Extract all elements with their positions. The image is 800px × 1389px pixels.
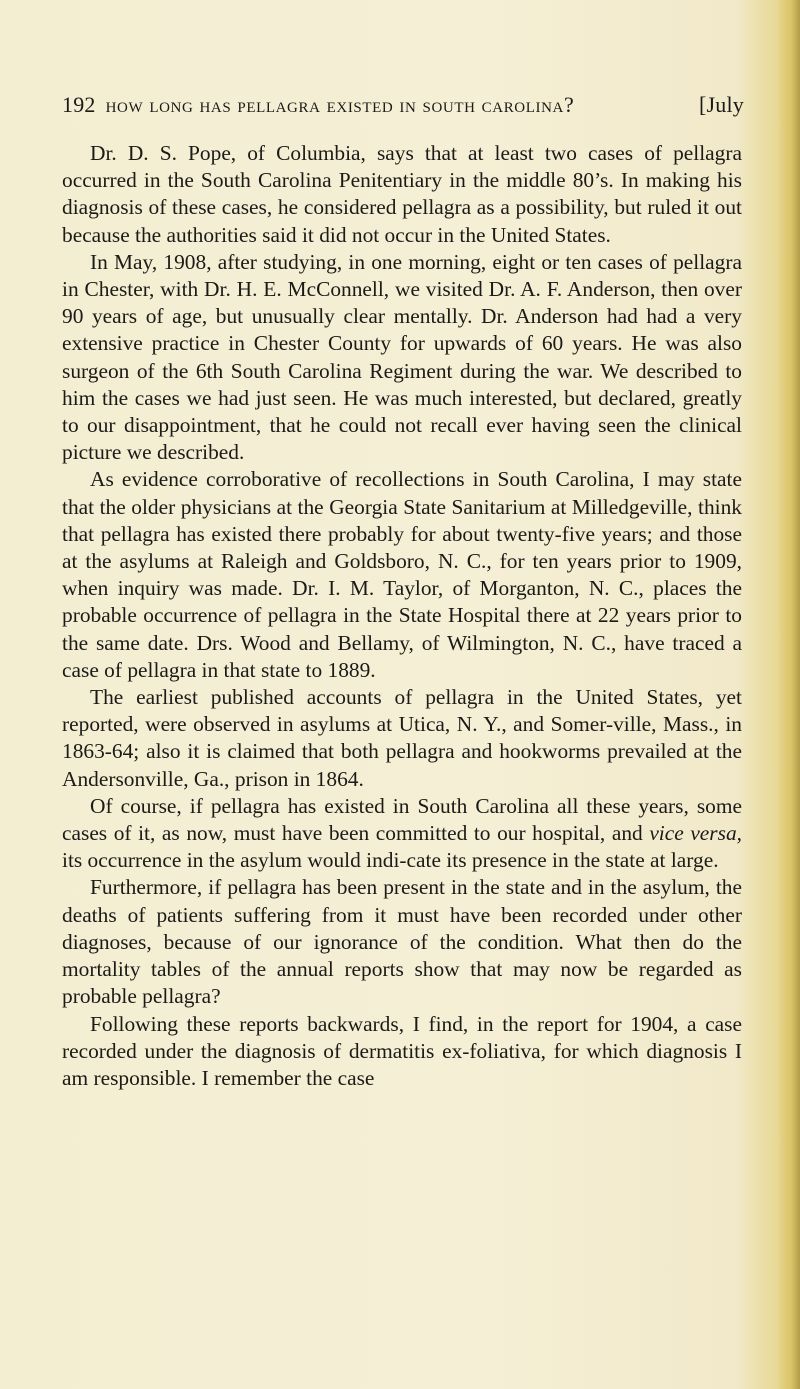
paragraph-of-course	[62, 793, 742, 875]
paragraph-pope: Dr. D. S. Pope, of Columbia, says that at least two cases of pellagra occurred in the South Carolina Penitentiary in the middle 80’s. In making his diagnosis of these cases, he considered pellagra as a possibility, but ruled it out because the authorities said it did not occur in the United States.	[62, 141, 742, 247]
issue-month: [July	[699, 92, 744, 117]
paragraph-furthermore: Furthermore, if pellagra has been present in the state and in the asylum, the deaths of patients suffering from it must have been recorded under other diagnoses, because of our ignorance of the condition. What then do the mortality tables of the annual reports show that may now be regarded as probable pellagra?	[62, 875, 742, 1009]
paragraph-of-course-start: Of course, if pellagra has existed in South Carolina all these years, some cases of it, as now, must have been committed to our hospital, and	[62, 793, 742, 846]
running-head	[62, 92, 744, 122]
paragraph-following: Following these reports backwards, I find, in the report for 1904, a case recorded under the diagnosis of dermatitis ex-foliativa, for which diagnosis I am responsible. I remember the case	[62, 1011, 742, 1090]
paragraph-corroborative-evidence: As evidence corroborative of recollections in South Carolina, I may state that the older physicians at the Georgia State Sanitarium at Milledgeville, think that pellagra has existed there probably for about twenty-five years; and those at the asylums at Raleigh and Goldsboro, N. C., for ten years prior to 1909, when inquiry was made. Dr. I. M. Taylor, of Morganton, N. C., places the probable occurrence of pellagra in the State Hospital there at 22 years prior to the same date. Drs. Wood and Bellamy, of Wilmington, N. C., have traced a case of pellagra in that state to 1889.	[62, 467, 742, 682]
body-text	[62, 140, 742, 1092]
paragraph-of-course-end: its occurrence in the asylum would indi-cate its presence in the state at large.	[62, 848, 719, 873]
paragraph-anderson: In May, 1908, after studying, in one morning, eight or ten cases of pellagra in Chester, with Dr. H. E. McConnell, we visited Dr. A. F. Anderson, then over 90 years of age, but unusually clear mentally. Dr. Anderson had had a very extensive practice in Chester County for upwards of 60 years. He was also surgeon of the 6th South Carolina Regiment during the war. We described to him the cases we had just seen. He was much interested, but declared, greatly to our disappointment, that he could not recall ever having seen the clinical picture we described.	[62, 249, 742, 465]
running-title: how long has pellagra existed in south carolina?	[105, 92, 575, 117]
page-gutter-shadow	[778, 0, 800, 1389]
paragraph-earliest-accounts: The earliest published accounts of pellagra in the United States, yet reported, were observed in asylums at Utica, N. Y., and Somer-ville, Mass., in 1863-64; also it is claimed that both pellagra and hookworms prevailed at the Andersonville, Ga., prison in 1864.	[62, 685, 742, 791]
vice-versa-italic: vice versa,	[649, 821, 742, 846]
page-number: 192	[62, 92, 96, 117]
